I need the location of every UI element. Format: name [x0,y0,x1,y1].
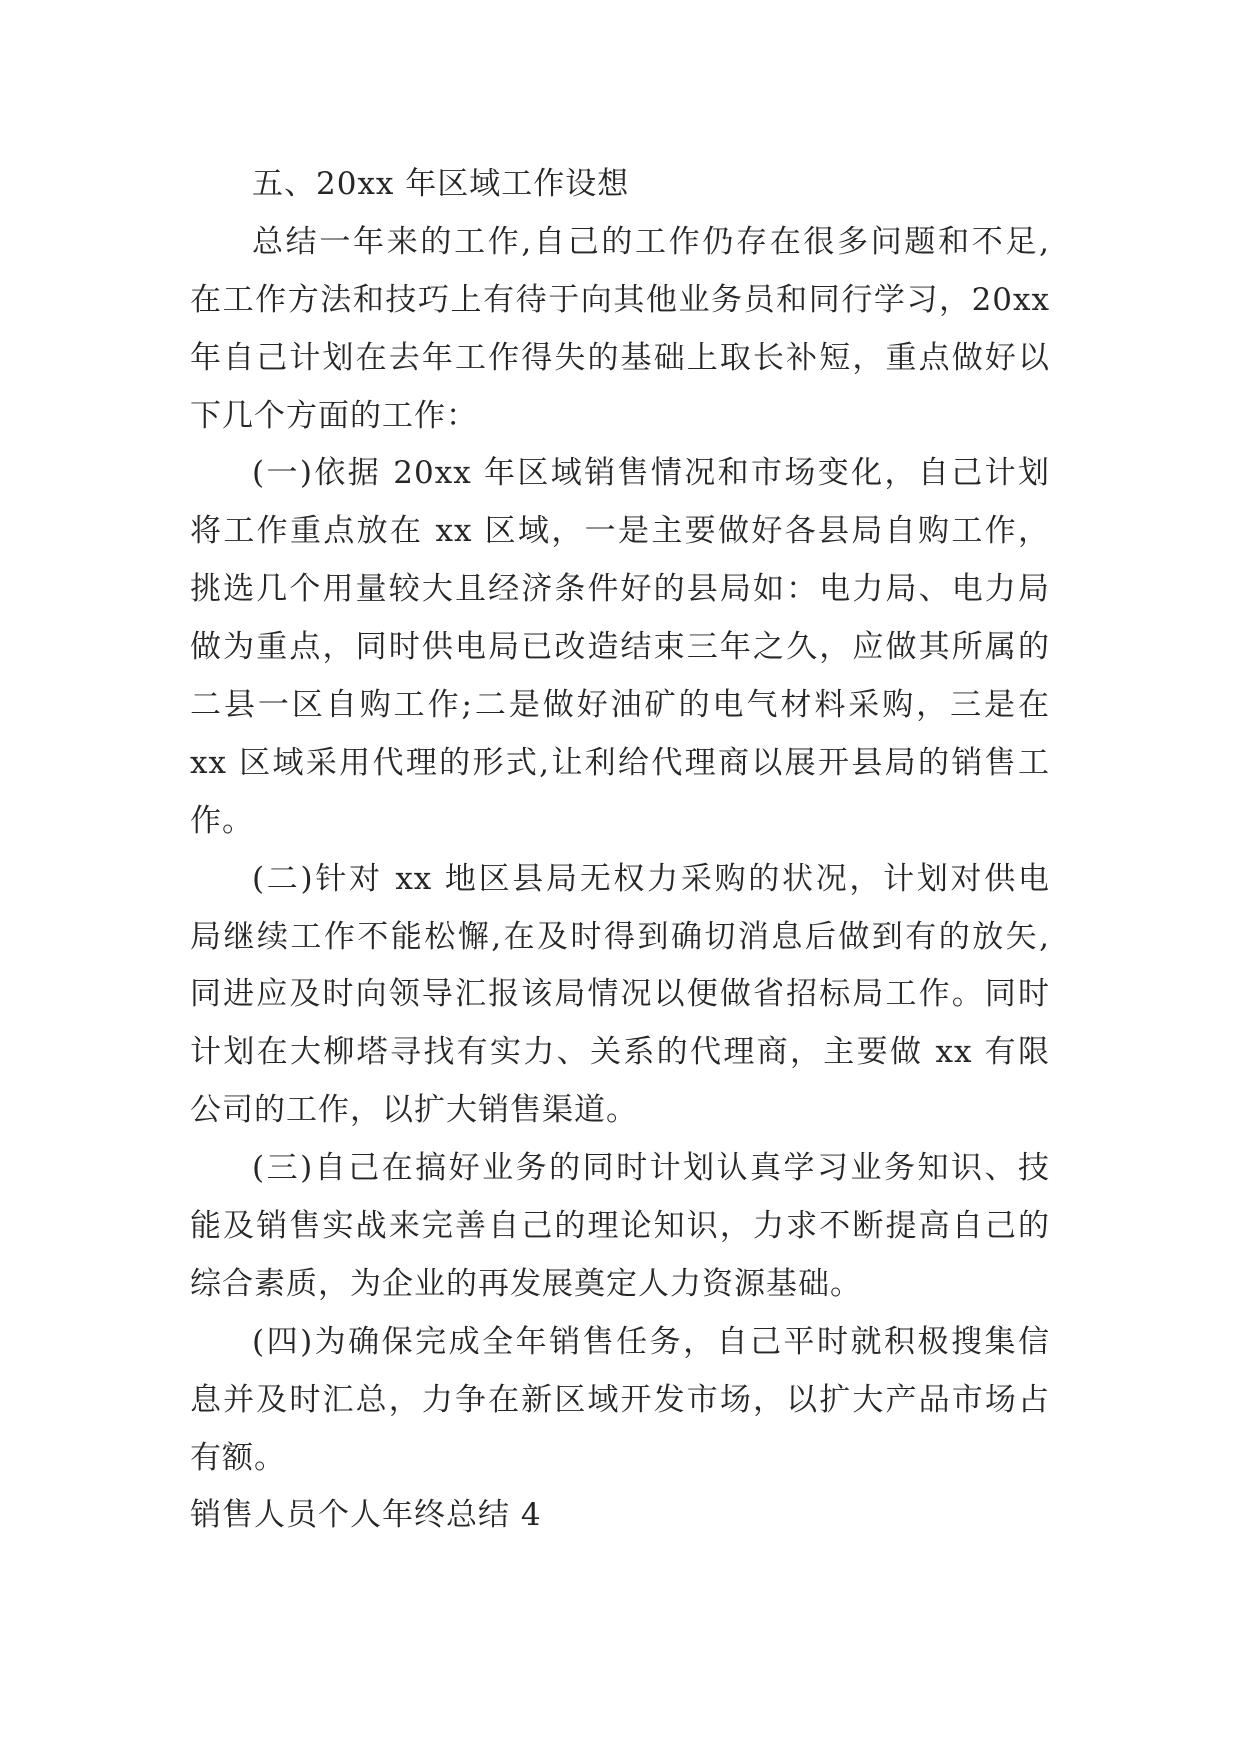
paragraph-line: (二)针对 xx 地区县局无权力采购的状况，计划对供电 [252,860,1050,897]
paragraph-line: 年自己计划在去年工作得失的基础上取长补短，重点做好以 [190,339,1050,376]
paragraph-line: 同进应及时向领导汇报该局情况以便做省招标局工作。同时 [190,976,1050,1013]
paragraph-line: 作。 [190,802,254,839]
item-4-paragraph [190,1314,1050,1488]
item-3-paragraph [190,1140,1050,1314]
paragraph-line: 在工作方法和技巧上有待于向其他业务员和同行学习，20xx [190,281,1050,318]
document-body [190,156,1050,1545]
paragraph-line: 有额。 [190,1439,286,1476]
item-2-paragraph [190,851,1050,1140]
paragraph-line: 总结一年来的工作,自己的工作仍存在很多问题和不足, [252,223,1050,260]
intro-paragraph [190,214,1050,446]
section-heading-block [190,156,1050,214]
paragraph-line: 做为重点，同时供电局已改造结束三年之久，应做其所属的 [190,629,1050,666]
paragraph-line: 息并及时汇总，力争在新区域开发市场，以扩大产品市场占 [190,1381,1050,1418]
section-heading: 五、20xx 年区域工作设想 [252,166,630,202]
paragraph-line: 下几个方面的工作： [190,397,478,434]
next-section-title: 销售人员个人年终总结 4 [190,1497,542,1534]
paragraph-line: 局继续工作不能松懈,在及时得到确切消息后做到有的放矢, [190,918,1050,955]
paragraph-line: 将工作重点放在 xx 区域，一是主要做好各县局自购工作， [190,513,1050,550]
paragraph-line: 二县一区自购工作;二是做好油矿的电气材料采购，三是在 [190,687,1050,724]
next-section-title-block [190,1487,1050,1545]
paragraph-line: (一)依据 20xx 年区域销售情况和市场变化，自己计划 [252,455,1050,492]
paragraph-line: xx 区域采用代理的形式,让利给代理商以展开县局的销售工 [190,744,1050,781]
paragraph-line: 计划在大柳塔寻找有实力、关系的代理商，主要做 xx 有限 [190,1034,1050,1071]
paragraph-line: 挑选几个用量较大且经济条件好的县局如：电力局、电力局 [190,571,1050,608]
paragraph-line: 能及销售实战来完善自己的理论知识，力求不断提高自己的 [190,1208,1050,1245]
paragraph-line: 综合素质，为企业的再发展奠定人力资源基础。 [190,1265,862,1302]
paragraph-line: (四)为确保完成全年销售任务，自己平时就积极搜集信 [252,1323,1050,1360]
item-1-paragraph [190,445,1050,850]
paragraph-line: (三)自己在搞好业务的同时计划认真学习业务知识、技 [252,1150,1050,1187]
paragraph-line: 公司的工作，以扩大销售渠道。 [190,1092,638,1129]
